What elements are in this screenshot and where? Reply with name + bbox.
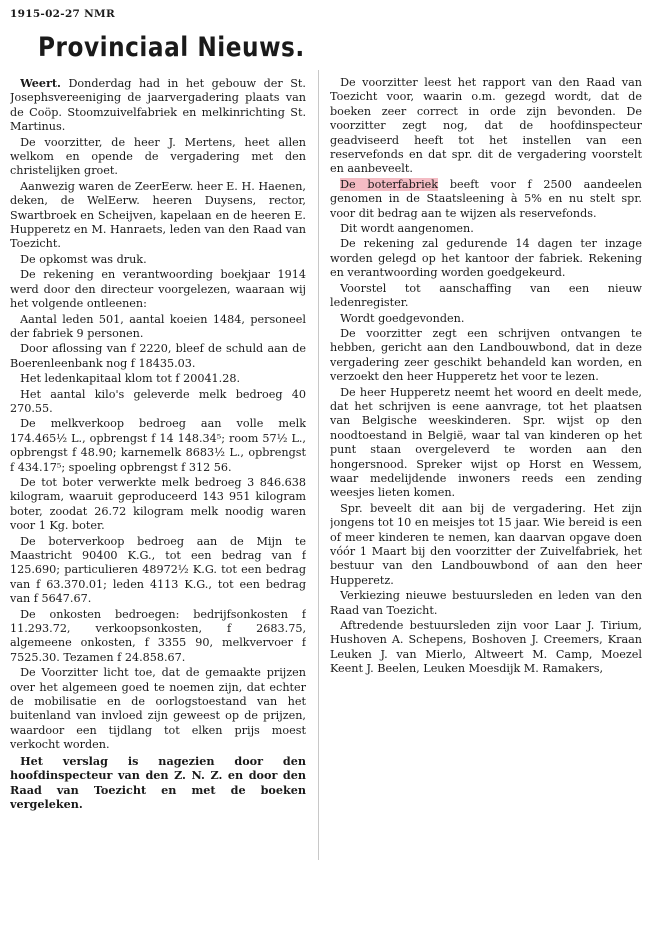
article-paragraph: Dit wordt aangenomen. <box>340 222 474 236</box>
article-paragraph: De boterfabriek beeft voor f 2500 aandeelen genomen in de Staatsleening à 5% en nu stelt spr. voor dit bedrag aan te wijzen als reservefonds. <box>330 177 642 220</box>
article-paragraph: De onkosten bedroegen: bedrijfsonkosten f 11.293.72, verkoopsonkosten, f 2683.75, algemeene onkosten, f 3355 90, melkvervoer f 7525.30. Tezamen f 24.858.67. <box>10 607 306 664</box>
article-paragraph: De heer Hupperetz neemt het woord en deelt mede, dat het schrijven is eene aanvrage, tot het plaatsen van Belgische weeskinderen. Spr. wijst op den noodtoestand in België, waar tal van kinderen op het punt staan overgeleverd te worden aan den hongersnood. Spreker wijst op Horst en Wessem, waar medelijdende inwoners reeds een zending weesjes lieten komen. <box>330 385 642 500</box>
highlighted-term: De boterfabriek <box>340 177 439 191</box>
article-paragraph: Spr. beveelt dit aan bij de vergadering. Het zijn jongens tot 10 en meisjes tot 15 jaar. Wie bereid is een of meer kinderen te nemen, kan daarvan opgave doen vóór 1 Maart bij den voorzitter der Zuivelfabriek, het bestuur van den Landbouwbond of aan den heer Hupperetz. <box>330 501 642 587</box>
article-paragraph: De voorzitter leest het rapport van den Raad van Toezicht voor, waarin o.m. gezegd wordt, dat de boeken zeer correct in orde zijn bevonden. De voorzitter zegt nog, dat de hoofdinspecteur geadviseerd heeft tot het instellen van een reservefonds en dat spr. dit de vergadering voorstelt en aanbeveelt. <box>330 76 642 176</box>
article-paragraph: De voorzitter zegt een schrijven ontvangen te hebben, gericht aan den Landbouwbond, dat in deze vergadering zeer geschikt behandeld kan worden, en verzoekt den heer Hupperetz het voor te lezen. <box>330 326 642 384</box>
article-paragraph: De voorzitter, de heer J. Mertens, heet allen welkom en opende de vergadering met den christelijken groet. <box>10 135 306 178</box>
article-paragraph: Aanwezig waren de ZeerEerw. heer E. H. Haenen, deken, de WelEerw. heeren Duysens, rector, Swartbroek en Scheijven, kapelaan en de heeren E. Hupperetz en M. Hanraets, leden van den Raad van Toezicht. <box>10 179 306 251</box>
article-paragraph: Het ledenkapitaal klom tot f 20041.28. <box>20 372 241 386</box>
article-paragraph: Verkiezing nieuwe bestuursleden en leden van den Raad van Toezicht. <box>330 589 642 617</box>
article-paragraph: De boterverkoop bedroeg aan de Mijn te Maastricht 90400 K.G., tot een bedrag van f 125.690; particulieren 48972½ K.G. tot een bedrag van f 63.370.01; leden 4113 K.G., tot een bedrag van f 5647.67. <box>10 534 306 606</box>
column-divider <box>318 70 319 860</box>
article-column-right <box>330 76 642 706</box>
archive-stamp: 1915-02-27 NMR <box>10 8 115 20</box>
article-paragraph: Het aantal kilo's geleverde melk bedroeg 40 270.55. <box>10 387 306 415</box>
article-paragraph: Voorstel tot aanschaffing van een nieuw ledenregister. <box>330 281 642 310</box>
article-paragraph: De melkverkoop bedroeg aan volle melk 174.465½ L., opbrengst f 14 148.34⁵; room 57½ L., opbrengst f 48.90; karnemelk 8683½ L., opbrengst f 434.17⁵; spoeling opbrengst f 312 56. <box>10 417 306 474</box>
article-paragraph: De rekening en verantwoording boekjaar 1914 werd door den directeur voorgelezen, waaraan wij het volgende ontleenen: <box>10 268 306 311</box>
article-paragraph: Weert. Donderdag had in het gebouw der St. Josephsvereeniging de jaarvergadering plaats van de Coöp. Stoomzuivelfabriek en melkinrichting St. Martinus. <box>10 76 306 134</box>
page-title: Provinciaal Nieuws. <box>38 32 305 63</box>
article-paragraph: Aftredende bestuursleden zijn voor Laar J. Tirium, Hushoven A. Schepens, Boshoven J. Creemers, Kraan Leuken J. van Mierlo, Altweert M. Camp, Moezel Keent J. Beelen, Leuken Moesdijk M. Ramakers, <box>330 619 642 676</box>
place-name: Weert. <box>20 76 61 90</box>
article-paragraph: Het verslag is nagezien door den hoofdinspecteur van den Z. N. Z. en door den Raad van Toezicht en met de boeken vergeleken. <box>10 753 306 811</box>
article-paragraph: Door aflossing van f 2220, bleef de schuld aan de Boerenleenbank nog f 18435.03. <box>10 342 306 370</box>
article-paragraph: De opkomst was druk. <box>20 252 147 266</box>
article-paragraph: De Voorzitter licht toe, dat de gemaakte prijzen over het algemeen goed te noemen zijn, dat echter de mobilisatie en de oorlogstoestand van het buitenland van invloed zijn geweest op de prijzen, waardoor een tijdlang tot elken prijs moest verkocht worden. <box>10 666 306 752</box>
article-paragraph: Wordt goedgevonden. <box>340 311 465 325</box>
article-paragraph: De tot boter verwerkte melk bedroeg 3 846.638 kilogram, waaruit geproduceerd 143 951 kilogram boter, zoodat 26.72 kilogram melk noodig waren voor 1 Kg. boter. <box>10 475 306 533</box>
article-column-left <box>10 76 306 926</box>
article-paragraph: Aantal leden 501, aantal koeien 1484, personeel der fabriek 9 personen. <box>10 312 306 340</box>
article-paragraph: De rekening zal gedurende 14 dagen ter inzage worden gelegd op het kantoor der fabriek. Rekening en verantwoording worden goedgekeurd. <box>330 237 642 280</box>
